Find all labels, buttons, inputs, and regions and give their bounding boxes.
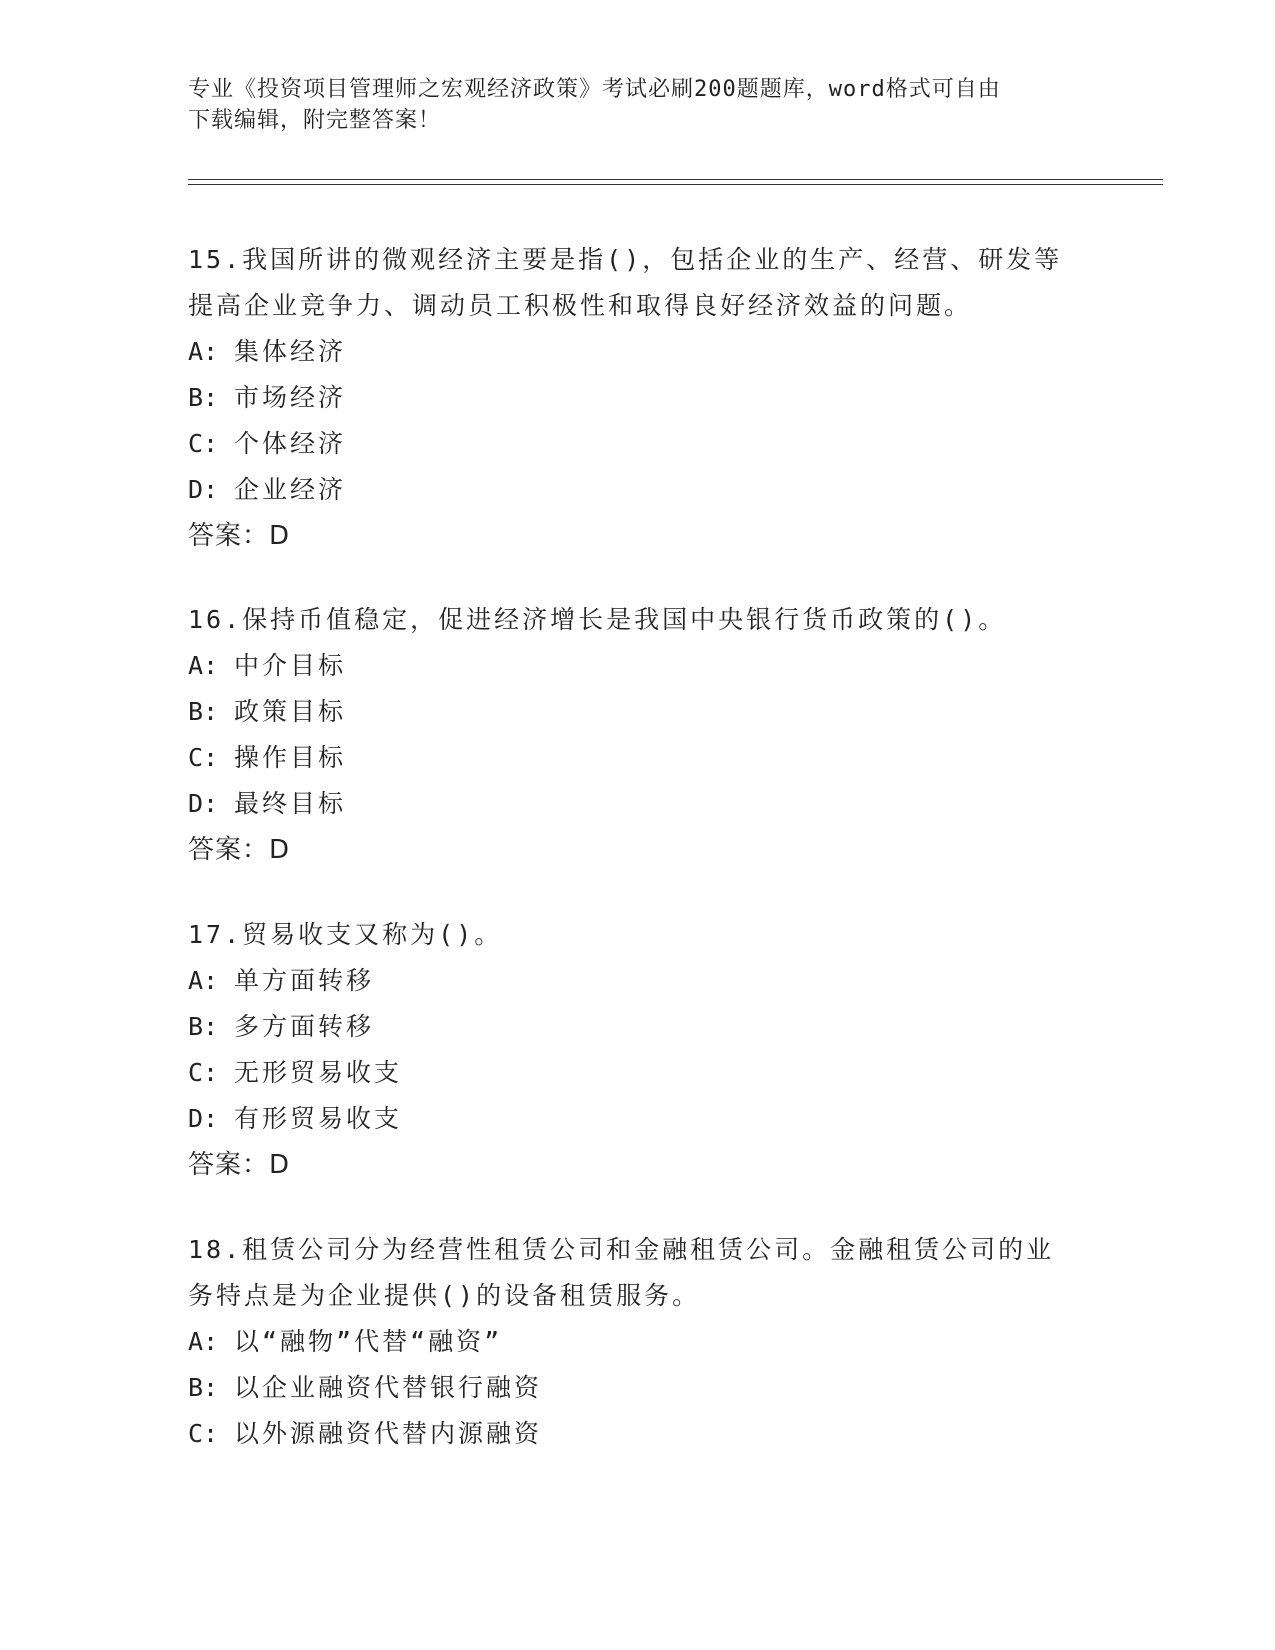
option-letter: A: [188, 337, 219, 366]
answer-label: 答案： [188, 521, 270, 551]
question-stem [188, 597, 1088, 643]
option-text: 集体经济 [234, 337, 347, 366]
question-stem-line: 提高企业竞争力、调动员工积极性和取得良好经济效益的问题。 [188, 291, 973, 320]
answer [188, 1142, 1088, 1188]
option-letter: B: [188, 1012, 219, 1041]
option-text: 最终目标 [234, 789, 347, 818]
option-b [188, 375, 1088, 421]
option-a [188, 1319, 1088, 1365]
option-b [188, 1365, 1088, 1411]
option-a [188, 643, 1088, 689]
option-letter: D: [188, 789, 219, 818]
question-stem-line: 15.我国所讲的微观经济主要是指()，包括企业的生产、经营、研发等 [188, 245, 1063, 274]
option-text: 以“融物”代替“融资” [234, 1327, 503, 1356]
option-c [188, 421, 1088, 467]
option-letter: D: [188, 475, 219, 504]
option-letter: C: [188, 1419, 219, 1448]
option-text: 市场经济 [234, 383, 347, 412]
header-divider-bottom [188, 184, 1163, 185]
option-c [188, 1411, 1088, 1457]
question-stem [188, 912, 1088, 958]
answer-value: D [269, 1150, 291, 1180]
option-a [188, 329, 1088, 375]
option-text: 中介目标 [234, 651, 347, 680]
option-text: 有形贸易收支 [234, 1104, 403, 1133]
option-letter: D: [188, 1104, 219, 1133]
option-d [188, 467, 1088, 513]
option-b [188, 689, 1088, 735]
option-text: 企业经济 [234, 475, 347, 504]
option-text: 操作目标 [234, 743, 347, 772]
option-letter: C: [188, 743, 219, 772]
option-d [188, 1096, 1088, 1142]
option-letter: B: [188, 383, 219, 412]
option-text: 单方面转移 [234, 966, 375, 995]
option-letter: C: [188, 429, 219, 458]
question-16 [188, 597, 1088, 873]
option-letter: A: [188, 1327, 219, 1356]
option-d [188, 781, 1088, 827]
option-text: 政策目标 [234, 697, 347, 726]
answer [188, 513, 1088, 559]
option-letter: A: [188, 966, 219, 995]
option-c [188, 735, 1088, 781]
question-stem-line: 17.贸易收支又称为()。 [188, 920, 503, 949]
option-text: 以外源融资代替内源融资 [234, 1419, 543, 1448]
option-text: 个体经济 [234, 429, 347, 458]
option-c [188, 1050, 1088, 1096]
answer [188, 827, 1088, 873]
answer-label: 答案： [188, 1150, 270, 1180]
header-line-1: 专业《投资项目管理师之宏观经济政策》考试必刷200题题库，word格式可自由 [188, 77, 1001, 102]
option-letter: B: [188, 697, 219, 726]
option-letter: A: [188, 651, 219, 680]
question-stem-line: 16.保持币值稳定，促进经济增长是我国中央银行货币政策的()。 [188, 605, 1007, 634]
question-stem-line: 务特点是为企业提供()的设备租赁服务。 [188, 1281, 701, 1310]
option-a [188, 958, 1088, 1004]
option-text: 以企业融资代替银行融资 [234, 1373, 543, 1402]
answer-value: D [269, 835, 291, 865]
question-stem [188, 237, 1088, 329]
question-15 [188, 237, 1088, 559]
header-divider-top [188, 179, 1163, 180]
question-stem [188, 1227, 1088, 1319]
question-18 [188, 1227, 1088, 1457]
option-b [188, 1004, 1088, 1050]
question-17 [188, 912, 1088, 1188]
answer-value: D [269, 521, 291, 551]
option-text: 多方面转移 [234, 1012, 375, 1041]
header-line-2: 下载编辑，附完整答案！ [188, 108, 442, 133]
option-letter: B: [188, 1373, 219, 1402]
option-letter: C: [188, 1058, 219, 1087]
answer-label: 答案： [188, 835, 270, 865]
question-stem-line: 18.租赁公司分为经营性租赁公司和金融租赁公司。金融租赁公司的业 [188, 1235, 1055, 1264]
option-text: 无形贸易收支 [234, 1058, 403, 1087]
document-header [188, 74, 1088, 136]
